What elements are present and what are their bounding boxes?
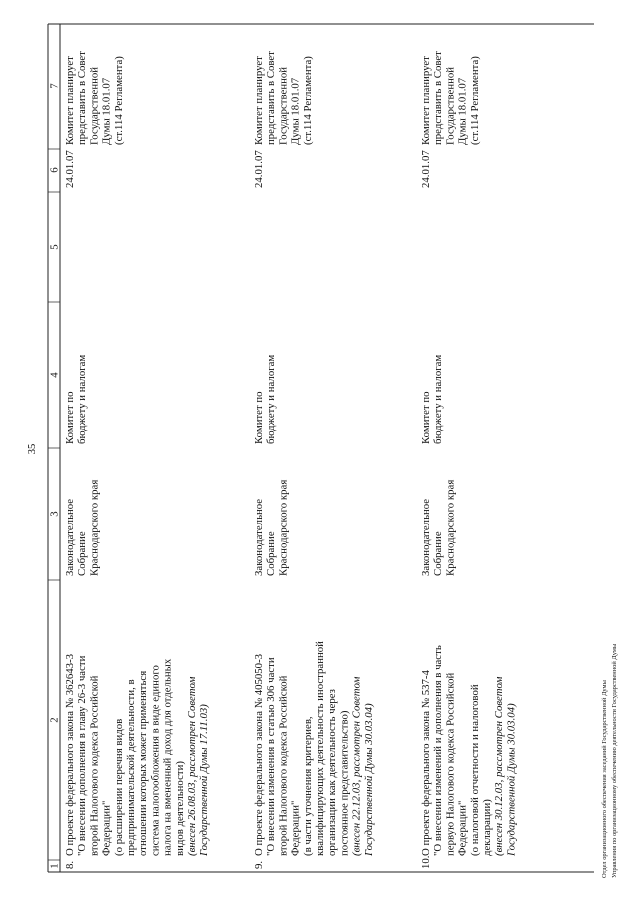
initiator-line: Законодательное <box>253 498 265 576</box>
bill-title-line: "О внесении дополнения в главу 26-3 части <box>76 655 89 856</box>
bill-title-line: видов деятельности) <box>173 761 186 856</box>
footer-line-2: Управления по организационному обеспечению деятельности Государственной Думы <box>611 643 618 878</box>
bill-title-line: постоянное представительство) <box>338 710 351 856</box>
bill-title-line: О проекте федерального закона № 537-4 <box>420 670 432 856</box>
bill-title-line: О проекте федерального закона № 405050-3 <box>253 653 265 856</box>
committee-line: бюджету и налогам <box>432 354 445 444</box>
note-line: Комитет планирует <box>420 56 432 145</box>
bill-title-line: Государственной Думы 30.03.04) <box>505 703 518 856</box>
note-line: Комитет планирует <box>64 56 76 145</box>
bill-title-line: О проекте федерального закона № 362643-3 <box>64 653 76 856</box>
header-col-4: 4 <box>48 372 61 378</box>
header-col-2: 2 <box>48 717 61 723</box>
bill-title-line: отношении которых может применяться <box>137 670 150 856</box>
header-col-1: 1 <box>48 863 61 869</box>
bill-title-line: "О внесении изменения в статью 306 части <box>265 657 278 856</box>
initiator-line: Законодательное <box>64 498 76 576</box>
table-rows <box>64 51 517 869</box>
committee-line: Комитет по <box>253 391 265 444</box>
note-line: Государственной <box>88 66 101 145</box>
date-cell: 24.01.07 <box>420 150 432 188</box>
note-line: (ст.114 Регламента) <box>112 56 125 145</box>
bill-title-line: налога на вмененный доход для отдельных <box>161 658 174 856</box>
note-line: представить в Совет <box>432 51 445 145</box>
header-col-6: 6 <box>48 167 61 173</box>
bill-title-line: "О внесении изменений и дополнения в часть <box>432 645 445 856</box>
note-line: представить в Совет <box>76 51 89 145</box>
bill-title-line: организации как деятельность через <box>326 689 339 856</box>
note-line: представить в Совет <box>265 51 278 145</box>
note-line: Думы 18.01.07 <box>100 77 113 145</box>
note-line: (ст.114 Регламента) <box>468 56 481 145</box>
initiator-line: Краснодарского края <box>277 479 290 576</box>
bill-title-line: (о налоговой отчетности и налоговой <box>468 684 481 856</box>
committee-line: Комитет по <box>64 391 76 444</box>
bill-title-line: декларации) <box>481 799 493 856</box>
initiator-line: Собрание <box>265 531 278 576</box>
row-number: 10. <box>420 855 432 869</box>
committee-line: бюджету и налогам <box>76 354 89 444</box>
header-col-3: 3 <box>48 511 61 517</box>
bill-title-line: Федерации" <box>456 800 469 856</box>
bill-title-line: Государственной Думы 30.03.04) <box>362 703 375 856</box>
bill-title-line: система налогообложения в виде единого <box>149 665 162 856</box>
bill-title-line: второй Налогового кодекса Российской <box>88 675 101 856</box>
committee-line: Комитет по <box>420 391 432 444</box>
bill-title-line: (о расширении перечня видов <box>112 718 125 856</box>
note-line: Государственной <box>444 66 457 145</box>
date-cell: 24.01.07 <box>253 150 265 188</box>
date-cell: 24.01.07 <box>64 150 76 188</box>
table-row <box>64 51 210 869</box>
table-row <box>420 51 517 869</box>
bill-title-line: предпринимательской деятельности, в <box>125 679 137 856</box>
header-row <box>49 83 61 869</box>
bill-title-line: первую Налогового кодекса Российской <box>444 672 457 856</box>
initiator-line: Законодательное <box>420 498 432 576</box>
row-number: 8. <box>64 860 76 869</box>
bill-title-line: (внесен 22.12.03, рассмотрен Советом <box>350 676 363 856</box>
note-line: Думы 18.01.07 <box>456 77 469 145</box>
bill-title-line: Государственной Думы 17.11.03) <box>198 704 211 856</box>
bill-title-line: Федерации" <box>289 800 302 856</box>
initiator-line: Собрание <box>76 531 89 576</box>
initiator-line: Собрание <box>432 531 445 576</box>
note-line: (ст.114 Регламента) <box>301 56 314 145</box>
header-col-5: 5 <box>48 244 61 250</box>
bill-title-line: второй Налогового кодекса Российской <box>277 675 290 856</box>
bill-title-line: Федерации" <box>100 800 113 856</box>
committee-line: бюджету и налогам <box>265 354 278 444</box>
page-number: 35 <box>27 443 38 455</box>
note-line: Государственной <box>277 66 290 145</box>
initiator-line: Краснодарского края <box>88 479 101 576</box>
bill-title-line: квалифицирующих деятельность иностранной <box>314 641 326 856</box>
bill-title-line: (внесен 30.12.03, рассмотрен Советом <box>493 676 506 856</box>
note-line: Думы 18.01.07 <box>289 77 302 145</box>
header-col-7: 7 <box>48 83 61 89</box>
bill-title-line: (внесен 26.08.03, рассмотрен Советом <box>186 676 198 856</box>
note-line: Комитет планирует <box>253 56 265 145</box>
bill-title-line: (в части уточнения критериев, <box>301 716 314 856</box>
initiator-line: Краснодарского края <box>444 479 457 576</box>
footer-line-1: Отдел организационного обеспечения заседаний Государственной Думы <box>601 680 608 878</box>
table-row <box>253 51 375 869</box>
row-number: 9. <box>253 860 265 869</box>
